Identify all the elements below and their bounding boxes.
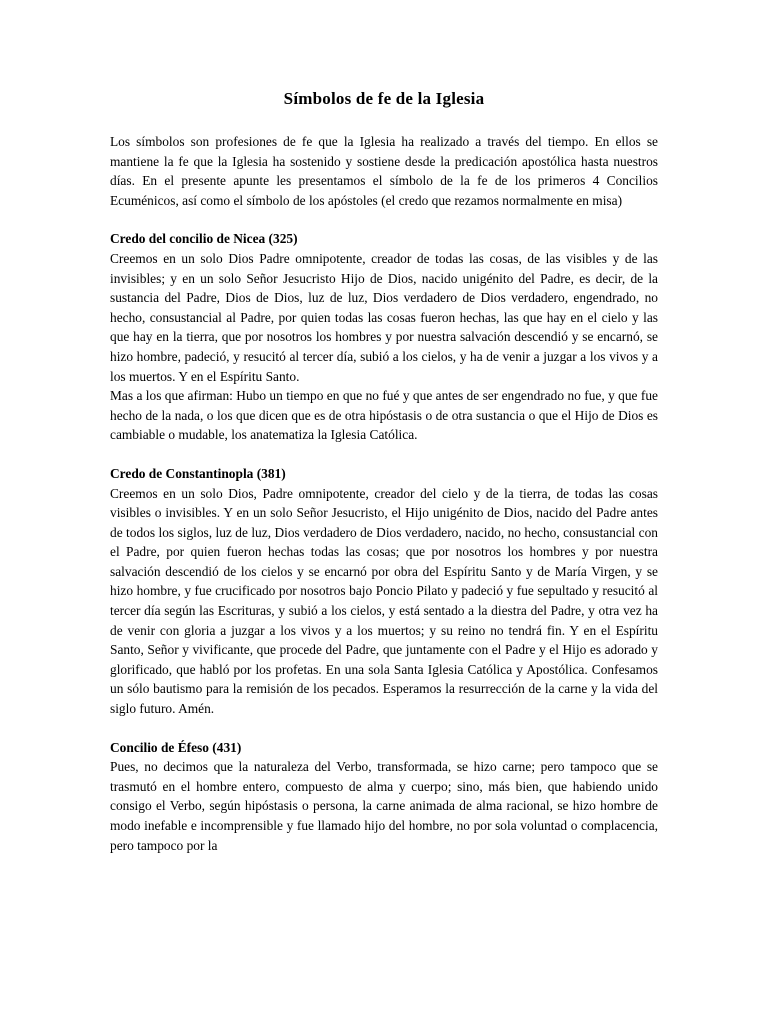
section-heading-constantinopla: Credo de Constantinopla (381) bbox=[110, 465, 286, 481]
intro-paragraph: Los símbolos son profesiones de fe que la Iglesia ha realizado a través del tiempo. En ellos se mantiene la fe que la Iglesia ha sostenido y sostiene desde la predicación apostólica hasta nuestros días. En el presente apunte les presentamos el símbolo de la fe de los primeros 4 Concilios Ecuménicos, así como el símbolo de los apóstoles (el credo que rezamos normalmente en misa) bbox=[110, 134, 658, 208]
section-constantinopla bbox=[110, 464, 658, 719]
section-nicea bbox=[110, 229, 658, 445]
page-title: Símbolos de fe de la Iglesia bbox=[283, 89, 485, 108]
section-nicea-paragraph-2: Mas a los que afirman: Hubo un tiempo en que no fué y que antes de ser engendrado no fue, y que fue hecho de la nada, o los que dicen que es de otra hipóstasis o de otra sustancia o que el Hijo de Dios es cambiable o mudable, los anatematiza la Iglesia Católica. bbox=[110, 388, 658, 443]
section-heading-efeso: Concilio de Éfeso (431) bbox=[110, 739, 242, 755]
section-nicea-paragraph-1: Creemos en un solo Dios Padre omnipotente, creador de todas las cosas, de las visibles y de las invisibles; y en un solo Señor Jesucristo Hijo de Dios, nacido unigénito del Padre, es decir, de la sustancia del Padre, Dios de Dios, luz de luz, Dios verdadero de Dios verdadero, engendrado, no hecho, consustancial al Padre, por quien todas las cosas fueron hechas, las que hay en el cielo y las que hay en la tierra, que por nosotros los hombres y por nuestra salvación descendió y se encarnó, se hizo hombre, padeció, y resucitó al tercer día, subió a los cielos, y ha de venir a juzgar a los vivos y a los muertos. Y en el Espíritu Santo. bbox=[110, 250, 658, 384]
document-body bbox=[110, 86, 658, 855]
section-heading-nicea: Credo del concilio de Nicea (325) bbox=[110, 231, 298, 247]
section-constantinopla-paragraph-1: Creemos en un solo Dios, Padre omnipotente, creador del cielo y de la tierra, de todas las cosas visibles o invisibles. Y en un solo Señor Jesucristo, el Hijo unigénito de Dios, nacido del Padre antes de todos los siglos, luz de luz, Dios verdadero de Dios verdadero, nacido, no hecho, consustancial con el Padre, por quien fueron hechas todas las cosas; que por nosotros los hombres y por nuestra salvación descendió de los cielos y se encarnó por obra del Espíritu Santo y de María Virgen, y se hizo hombre, y fue crucificado por nosotros bajo Poncio Pilato y padeció y fue sepultado y resucitó al tercer día según las Escrituras, y subió a los cielos, y está sentado a la diestra del Padre, y otra vez ha de venir con gloria a juzgar a los vivos y a los muertos; y su reino no tendrá fin. Y en el Espíritu Santo, Señor y vivificante, que procede del Padre, que juntamente con el Padre y el Hijo es adorado y glorificado, que habló por los profetas. En una sola Santa Iglesia Católica y Apostólica. Confesamos un sólo bautismo para la remisión de los pecados. Esperamos la resurrección de la carne y la vida del siglo futuro. Amén. bbox=[110, 485, 658, 717]
section-efeso bbox=[110, 738, 658, 856]
section-efeso-paragraph-1: Pues, no decimos que la naturaleza del Verbo, transformada, se hizo carne; pero tampoco que se trasmutó en el hombre entero, compuesto de alma y cuerpo; sino, más bien, que habiendo unido consigo el Verbo, según hipóstasis o persona, la carne animada de alma racional, se hizo hombre de modo inefable e incomprensible y fue llamado hijo del hombre, no por sola voluntad o complacencia, pero tampoco por la bbox=[110, 759, 658, 853]
